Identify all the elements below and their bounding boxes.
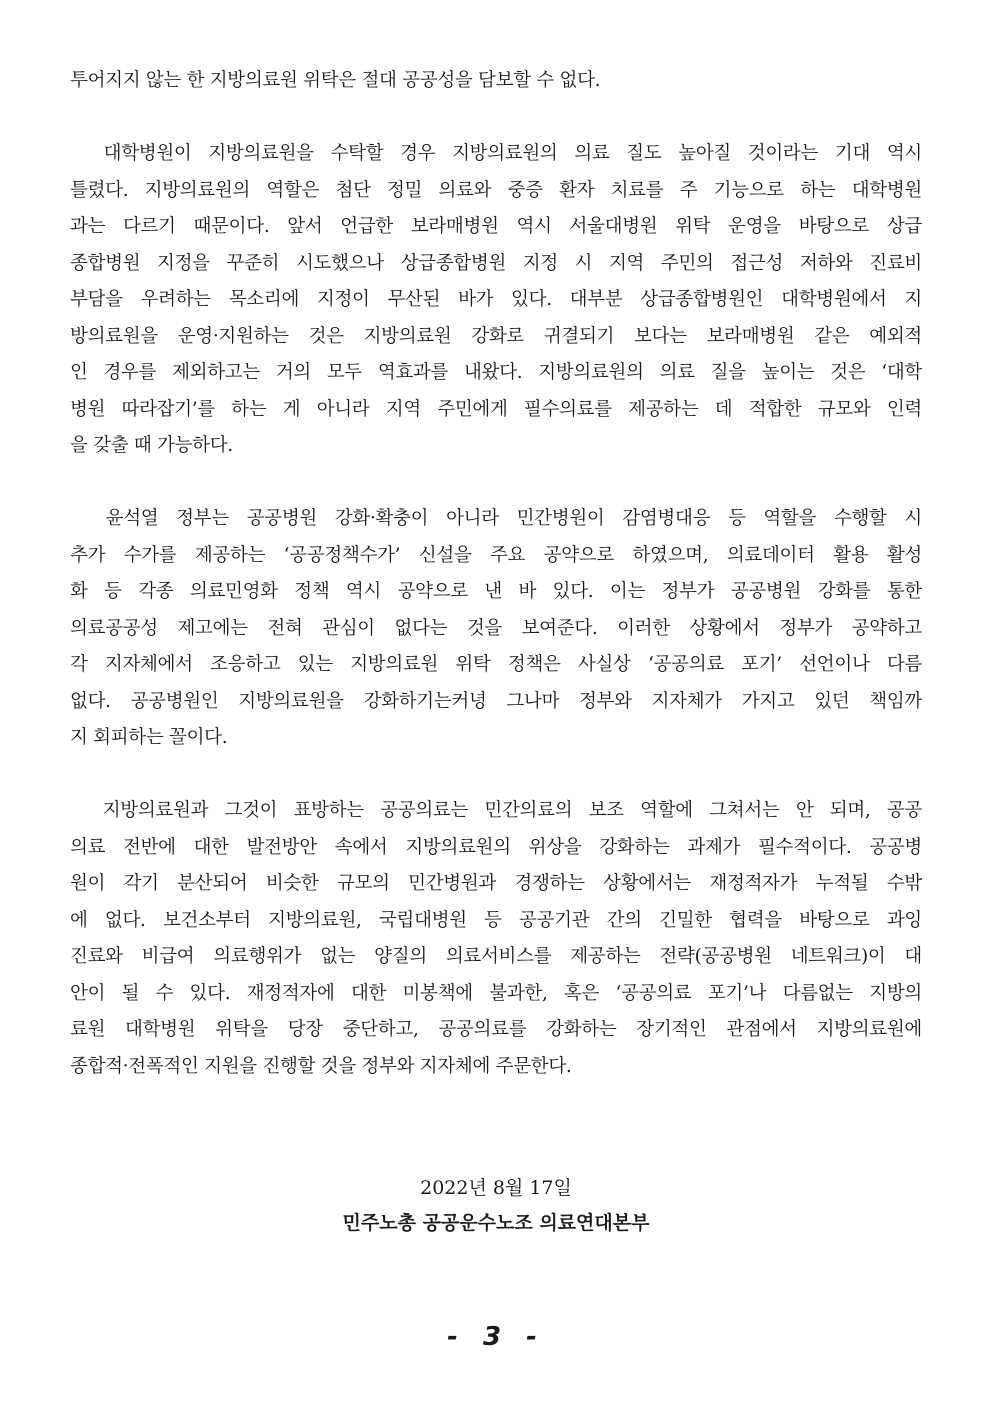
signature-organization: 민주노총 공공운수노조 의료연대본부 <box>342 1212 650 1234</box>
text-line: 종합병원 지정을 꾸준히 시도했으나 상급종합병원 지정 시 지역 주민의 접근성 저하와 진료비 <box>70 252 922 274</box>
paragraph-public-healthcare <box>70 793 922 1085</box>
text-line: 추가 수가를 제공하는 ‘공공정책수가’ 신설을 주요 공약으로 하였으며, 의료데이터 활용 활성 <box>70 544 922 566</box>
text-line: 병원 따라잡기’를 하는 게 아니라 지역 주민에게 필수의료를 제공하는 데 적합한 규모와 인력 <box>70 398 922 420</box>
text-line: 대학병원이 지방의료원을 수탁할 경우 지방의료원의 의료 질도 높아질 것이라는 기대 역시 <box>70 143 922 164</box>
page-number: - 3 - <box>447 1322 545 1352</box>
text-line: 과는 다르기 때문이다. 앞서 언급한 보라매병원 역시 서울대병원 위탁 운영을 바탕으로 상급 <box>70 216 922 237</box>
document-body <box>70 63 922 1085</box>
text-line: 각 지자체에서 조응하고 있는 지방의료원 위탁 정책은 사실상 ‘공공의료 포기’ 선언이나 다름 <box>70 654 922 675</box>
paragraph-government-policy <box>70 501 922 757</box>
paragraph-gap <box>70 757 922 794</box>
text-line: 원이 각기 분산되어 비슷한 규모의 민간병원과 경쟁하는 상황에서는 재정적자가 누적될 수밖 <box>70 873 922 894</box>
text-line: 의료공공성 제고에는 전혀 관심이 없다는 것을 보여준다. 이러한 상황에서 정부가 공약하고 <box>70 617 922 639</box>
text-line: 의료 전반에 대한 발전방안 속에서 지방의료원의 위상을 강화하는 과제가 필수적이다. 공공병 <box>70 836 922 858</box>
paragraph-university-hospital <box>70 136 922 465</box>
text-line: 틀렸다. 지방의료원의 역할은 첨단 정밀 의료와 중증 환자 치료를 주 기능으로 하는 대학병원 <box>70 179 922 201</box>
text-line: 에 없다. 보건소부터 지방의료원, 국립대병원 등 공공기관 간의 긴밀한 협력을 바탕으로 과잉 <box>70 909 922 931</box>
paragraph-gap <box>70 465 922 502</box>
text-line: 진료와 비급여 의료행위가 없는 양질의 의료서비스를 제공하는 전략(공공병원 네트워크)이 대 <box>70 946 922 967</box>
text-line: 지 회피하는 꼴이다. <box>70 727 228 748</box>
text-line: 종합적·전폭적인 지원을 진행할 것을 정부와 지자체에 주문한다. <box>70 1055 572 1077</box>
paragraph-continued <box>70 63 922 100</box>
text-line: 윤석열 정부는 공공병원 강화·확충이 아니라 민간병원이 감염병대응 등 역할을 수행할 시 <box>70 508 922 529</box>
text-line: 안이 될 수 있다. 재정적자에 대한 미봉책에 불과한, 혹은 ‘공공의료 포기’나 다름없는 지방의 <box>70 982 922 1004</box>
signature-date: 2022년 8월 17일 <box>420 1177 572 1199</box>
text-line: 료원 대학병원 위탁을 당장 중단하고, 공공의료를 강화하는 장기적인 관점에서 지방의료원에 <box>70 1019 922 1040</box>
text-line: 지방의료원과 그것이 표방하는 공공의료는 민간의료의 보조 역할에 그쳐서는 안 되며, 공공 <box>70 800 922 821</box>
text-line: 화 등 각종 의료민영화 정책 역시 공약으로 낸 바 있다. 이는 정부가 공공병원 강화를 통한 <box>70 581 922 602</box>
text-line: 투어지지 않는 한 지방의료원 위탁은 절대 공공성을 담보할 수 없다. <box>70 70 601 91</box>
text-line: 방의료원을 운영·지원하는 것은 지방의료원 강화로 귀결되기 보다는 보라매병원 같은 예외적 <box>70 325 922 347</box>
paragraph-gap <box>70 100 922 137</box>
text-line: 부담을 우려하는 목소리에 지정이 무산된 바가 있다. 대부분 상급종합병원인 대학병원에서 지 <box>70 289 922 310</box>
text-line: 을 갖출 때 가능하다. <box>70 435 233 456</box>
text-line: 없다. 공공병원인 지방의료원을 강화하기는커녕 그나마 정부와 지자체가 가지고 있던 책임까 <box>70 690 922 712</box>
text-line: 인 경우를 제외하고는 거의 모두 역효과를 내왔다. 지방의료원의 의료 질을 높이는 것은 ‘대학 <box>70 362 922 383</box>
